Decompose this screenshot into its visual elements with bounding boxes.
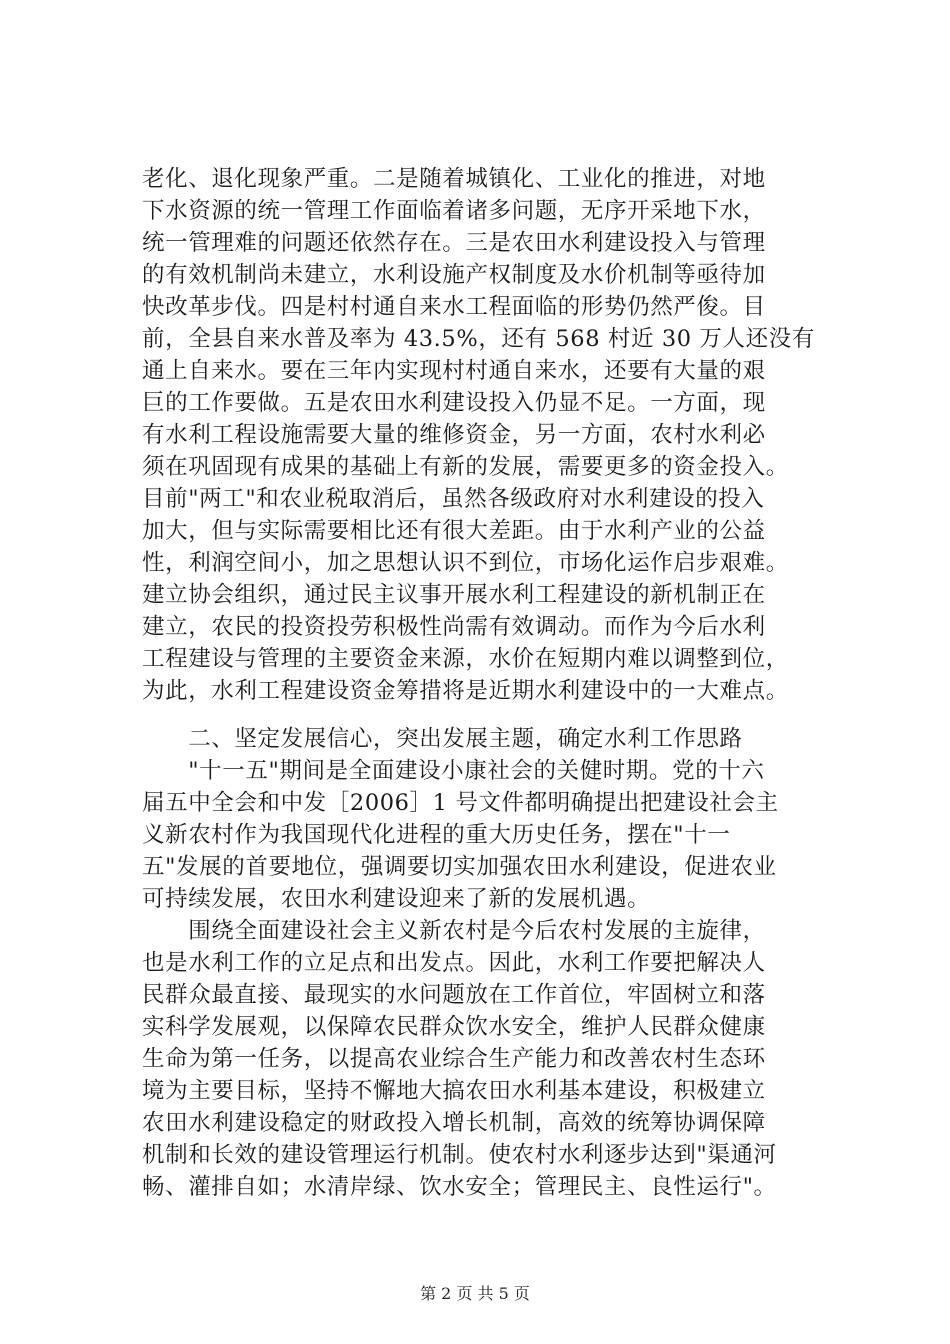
text-line: 境为主要目标，坚持不懈地大搞农田水利基本建设，积极建立: [142, 1078, 766, 1104]
text-line: 前，全县自来水普及率为 43.5%，还有 568 村近 30 万人还没有: [142, 326, 815, 352]
text-line: 畅、灌排自如；水清岸绿、饮水安全；管理民主、良性运行"。: [142, 1174, 777, 1200]
text-line: 目前"两工"和农业税取消后，虽然各级政府对水利建设的投入: [142, 486, 765, 512]
text-line: 工程建设与管理的主要资金来源，水价在短期内难以调整到位，: [142, 646, 789, 672]
text-line: 建立协会组织，通过民主议事开展水利工程建设的新机制正在: [142, 582, 766, 608]
text-line: 老化、退化现象严重。二是随着城镇化、工业化的推进，对地: [142, 166, 766, 192]
text-line: 五"发展的首要地位，强调要切实加强农田水利建设，促进农业: [142, 854, 777, 880]
text-line: 统一管理难的问题还依然存在。三是农田水利建设投入与管理: [142, 230, 766, 256]
text-line: 的有效机制尚未建立，水利设施产权制度及水价机制等亟待加: [142, 262, 766, 288]
text-line: 建立，农民的投资投劳积极性尚需有效调动。而作为今后水利: [142, 614, 766, 640]
page-footer: 第 2 页 共 5 页: [420, 1284, 530, 1303]
text-line: 也是水利工作的立足点和出发点。因此，水利工作要把解决人: [142, 950, 766, 976]
text-line: 可持续发展，农田水利建设迎来了新的发展机遇。: [142, 886, 651, 912]
text-line: 届五中全会和中发［2006］1 号文件都明确提出把建设社会主: [142, 790, 779, 816]
text-line: 农田水利建设稳定的财政投入增长机制，高效的统筹协调保障: [142, 1110, 766, 1136]
text-line: "十一五"期间是全面建设小康社会的关健时期。党的十六: [142, 758, 765, 784]
text-line: 生命为第一任务，以提高农业综合生产能力和改善农村生态环: [142, 1046, 766, 1072]
text-line: 围绕全面建设社会主义新农村是今后农村发展的主旋律，: [142, 918, 766, 944]
text-line: 民群众最直接、最现实的水问题放在工作首位，牢固树立和落: [142, 982, 766, 1008]
text-line: 机制和长效的建设管理运行机制。使农村水利逐步达到"渠通河: [142, 1142, 777, 1168]
text-line: 为此，水利工程建设资金筹措将是近期水利建设中的一大难点。: [142, 678, 789, 704]
text-line: 有水利工程设施需要大量的维修资金，另一方面，农村水利必: [142, 422, 766, 448]
section-heading: 二、坚定发展信心，突出发展主题，确定水利工作思路: [142, 726, 743, 752]
text-line: 加大，但与实际需要相比还有很大差距。由于水利产业的公益: [142, 518, 766, 544]
text-line: 通上自来水。要在三年内实现村村通自来水，还要有大量的艰: [142, 358, 766, 384]
text-line: 实科学发展观，以保障农民群众饮水安全，维护人民群众健康: [142, 1014, 766, 1040]
text-line: 性，利润空间小，加之思想认识不到位，市场化运作启步艰难。: [142, 550, 789, 576]
text-line: 须在巩固现有成果的基础上有新的发展，需要更多的资金投入。: [142, 454, 789, 480]
text-line: 下水资源的统一管理工作面临着诸多问题，无序开采地下水，: [142, 198, 766, 224]
text-line: 快改革步伐。四是村村通自来水工程面临的形势仍然严俊。目: [142, 294, 766, 320]
text-line: 义新农村作为我国现代化进程的重大历史任务，摆在"十一: [142, 822, 731, 848]
text-line: 巨的工作要做。五是农田水利建设投入仍显不足。一方面，现: [142, 390, 766, 416]
